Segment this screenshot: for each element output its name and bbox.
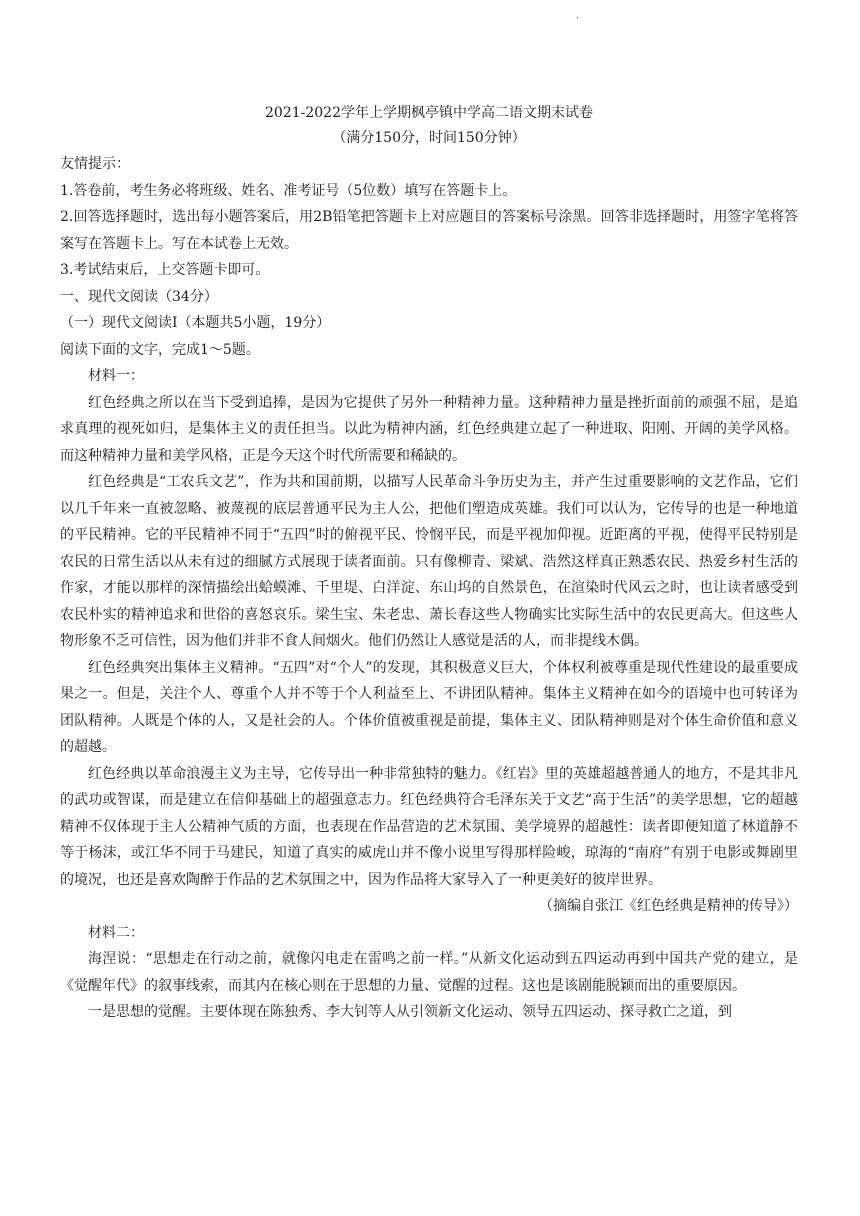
- material1-source: （摘编自张江《红色经典是精神的传导》）: [539, 898, 798, 914]
- material1-paragraph: 红色经典突出集体主义精神。“五四”对“个人”的发现，其积极意义巨大，个体权利被尊重是现代性建设的最重要成果之一。但是，关注个人、尊重个人并不等于个人利益至上、不讲团队精神。集体主义精神在如今的语境中也可转译为团队精神。人既是个体的人，又是社会的人。个体价值被重视是前提，集体主义、团队精神则是对个体生命价值和意义的超越。: [60, 659, 798, 755]
- material1-paragraph: 红色经典是“工农兵文艺”，作为共和国前期，以描写人民革命斗争历史为主，并产生过重要影响的文艺作品，它们以几千年来一直被忽略、被蔑视的底层普通平民为主人公，把他们塑造成英雄。我们可以认为，它传导的也是一种地道的平民精神。它的平民精神不同于“五四”时的俯视平民、怜悯平民，而是平视加仰视。近距离的平视，使得平民特别是农民的日常生活以从未有过的细腻方式展现于读者面前。只有像柳青、梁斌、浩然这样真正熟悉农民、热爱乡村生活的作家，才能以那样的深情描绘出蛤蟆滩、千里堤、白洋淀、东山坞的自然景色，在渲染时代风云之时，也让读者感受到农民朴实的精神追求和世俗的喜怒哀乐。梁生宝、朱老忠、萧长春这些人物确实比实际生活中的农民更高大。但这些人物形象不乏可信性，因为他们并非不食人间烟火。他们仍然让人感觉是活的人，而非提线木偶。: [60, 474, 798, 649]
- subsection-heading: （一）现代文阅读Ⅰ（本题共5小题，19分）: [60, 315, 331, 331]
- exam-subtitle: （满分150分，时间150分钟）: [332, 130, 526, 146]
- header-dot: ·: [576, 14, 579, 24]
- material1-paragraph: 红色经典之所以在当下受到追捧，是因为它提供了另外一种精神力量。这种精神力量是挫折面前的顽强不屈，是追求真理的视死如归，是集体主义的责任担当。以此为精神内涵，红色经典建立起了一种进取、阳刚、开阔的美学风格。而这种精神力量和美学风格，正是今天这个时代所需要和稀缺的。: [60, 394, 798, 464]
- exam-title: 2021-2022学年上学期枫亭镇中学高二语文期末试卷: [265, 105, 593, 121]
- tip-item: 2.回答选择题时，选出每小题答案后，用2B铅笔把答题卡上对应题目的答案标号涂黑。回答非选择题时，用签字笔将答案写在答题卡上。写在本试卷上无效。: [60, 209, 798, 252]
- material2-label: 材料二：: [88, 924, 144, 941]
- material2-paragraph: 海涅说：“思想走在行动之前，就像闪电走在雷鸣之前一样。”从新文化运动到五四运动再到中国共产党的建立，是《觉醒年代》的叙事线索，而其内在核心则在于思想的力量、觉醒的过程。这也是该剧能脱颖而出的重要原因。: [60, 951, 798, 994]
- section-heading: 一、现代文阅读（34分）: [60, 288, 218, 305]
- tip-item: 3.考试结束后，上交答题卡即可。: [60, 262, 270, 278]
- tip-item: 1.答卷前，考生务必将班级、姓名、准考证号（5位数）填写在答题卡上。: [60, 182, 517, 199]
- material2-paragraph: 一是思想的觉醒。主要体现在陈独秀、李大钊等人从引领新文化运动、领导五四运动、探寻救亡之道，到: [88, 1004, 732, 1020]
- material1-paragraph: 红色经典以革命浪漫主义为主导，它传导出一种非常独特的魅力。《红岩》里的英雄超越普通人的地方，不是其非凡的武功或智谋，而是建立在信仰基础上的超强意志力。红色经典符合毛泽东关于文艺“高于生活”的美学思想，它的超越精神不仅体现于主人公精神气质的方面，也表现在作品营造的艺术氛围、美学境界的超越性：读者即便知道了林道静不等于杨沫，或江华不同于马建民，知道了真实的威虎山并不像小说里写得那样险峻，琼海的“南府”有别于电影或舞剧里的境况，也还是喜欢陶醉于作品的艺术氛围之中，因为作品将大家导入了一种更美好的彼岸世界。: [60, 765, 798, 888]
- material1-label: 材料一：: [88, 368, 144, 384]
- reading-instruction: 阅读下面的文字，完成1～5题。: [60, 341, 260, 358]
- tips-heading: 友情提示：: [60, 156, 130, 172]
- document-body: [60, 99, 798, 1026]
